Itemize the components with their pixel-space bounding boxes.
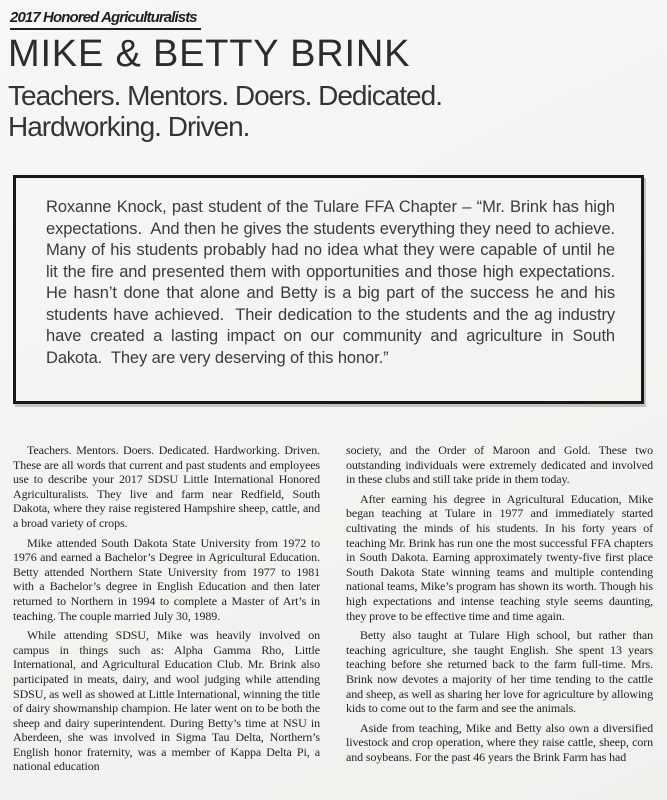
article-column-right <box>346 443 653 779</box>
body-paragraph-campus-involvement-continued: society, and the Order of Maroon and Gold. These two outstanding individuals were extremely dedicated and involved in these clubs and still take pride in them today. <box>346 443 653 487</box>
pull-quote-box <box>13 175 644 404</box>
body-paragraph-mike-teaching: After earning his degree in Agricultural Education, Mike began teaching at Tulare in 1977 and immediately started cultivating the minds of his students. In his forty years of teaching Mr. Brink has run one the most successful FFA chapters in South Dakota. Earning approximately twenty-five first place South Dakota State winning teams and multiple contending national teams, Mike’s program has shown its worth. Though his high expectations and intense teaching style seems daunting, they prove to be effective time and time again. <box>346 491 653 623</box>
body-paragraph-betty-teaching: Betty also taught at Tulare High school, but rather than teaching agriculture, she taught English. She spent 13 years teaching before she returned back to the farm full-time. Mrs. Brink now devotes a majority of her time tending to the cattle and sheep, as well as sharing her love for agriculture by allowing kids to come out to the farm and see the animals. <box>346 628 653 716</box>
article-body <box>13 443 653 779</box>
subtitle-line-2: Hardworking. Driven. <box>8 111 250 142</box>
body-paragraph-intro: Teachers. Mentors. Doers. Dedicated. Hardworking. Driven. These are all words that current and past students and employees use to describe your 2017 SDSU Little International Honored Agriculturalists. They live and farm near Redfield, South Dakota, where they raise registered Hampshire sheep, cattle, and a broad variety of crops. <box>13 443 320 530</box>
body-paragraph-education: Mike attended South Dakota State University from 1972 to 1976 and earned a Bachelor’s Degree in Agricultural Education. Betty attended Northern State University from 1977 to 1981 with a Bachelor’s degree in English Education and then later returned to Northern in 1994 to complete a Master of Art’s in teaching. The couple married July 30, 1989. <box>13 535 320 623</box>
pull-quote-text: Roxanne Knock, past student of the Tulare FFA Chapter – “Mr. Brink has high expectations. And then he gives the students everything they need to achieve. Many of his students probably had no idea what they were capable of until he lit the fire and presented them with opportunities and those high expectations. He hasn’t done that alone and Betty is a big part of the success he and his students have achieved. Their dedication to the students and the ag industry have created a lasting impact on our community and agriculture in South Dakota. They are very deserving of this honor.” <box>46 198 624 367</box>
page-subtitle <box>8 80 442 142</box>
section-kicker: 2017 Honored Agriculturalists <box>10 9 201 30</box>
page-title: MIKE & BETTY BRINK <box>8 33 411 75</box>
subtitle-line-1: Teachers. Mentors. Doers. Dedicated. <box>8 80 442 111</box>
article-column-left <box>13 443 320 779</box>
body-paragraph-campus-involvement: While attending SDSU, Mike was heavily involved on campus in things such as: Alpha Gamma Rho, Little International, and Agricultural Education Club. Mr. Brink also participated in meats, dairy, and wool judging while attending SDSU, as well as showed at Little International, winning the title of dairy showmanship champion. He later went on to be both the sheep and dairy superintendent. During Betty’s time at NSU in Aberdeen, she was involved in Sigma Tau Delta, Northern’s English honor fraternity, was a member of Kappa Delta Pi, a national education <box>13 628 320 774</box>
body-paragraph-farm-operation: Aside from teaching, Mike and Betty also own a diversified livestock and crop operation, where they raise cattle, sheep, corn and soybeans. For the past 46 years the Brink Farm has had <box>346 720 653 764</box>
